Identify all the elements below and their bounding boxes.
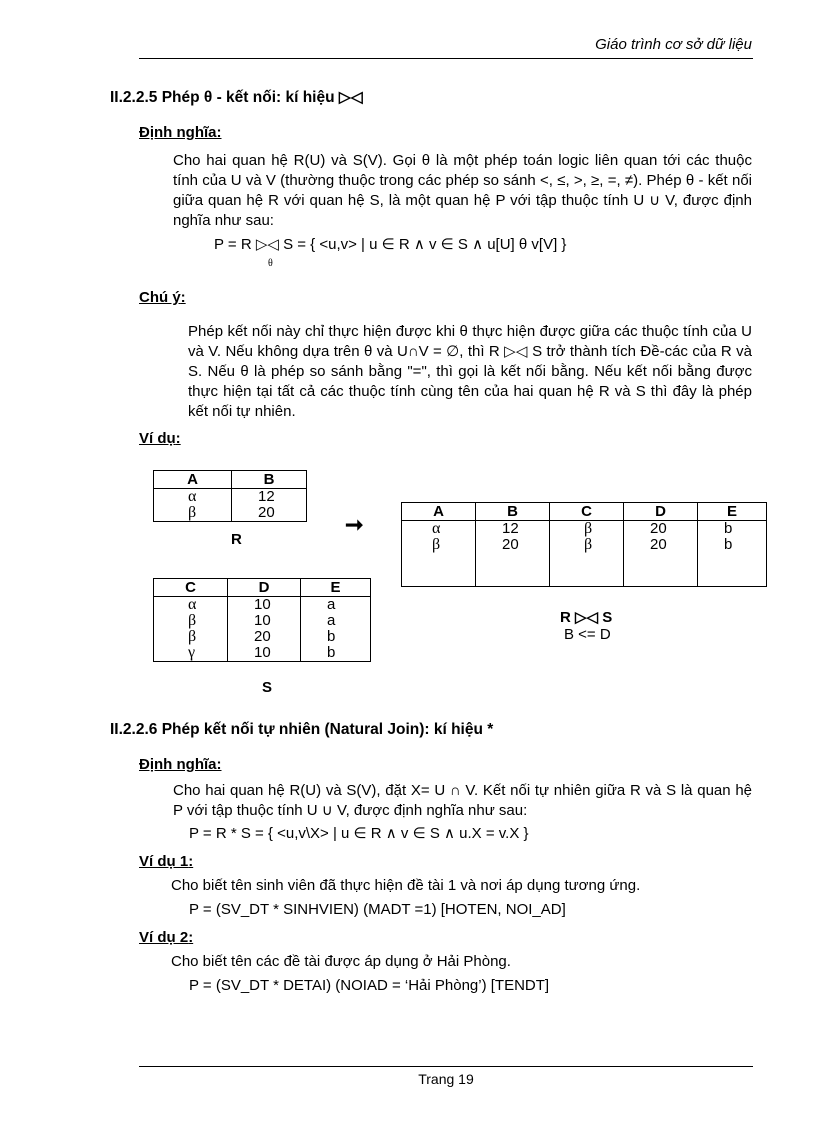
table-cell: 20	[624, 521, 698, 538]
definition-text: Cho hai quan hệ R(U) và S(V). Gọi θ là một phép toán logic liên quan tới các thuộc tính của U và V (thường thuộc trong các phép so sánh <, ≤, >, ≥, =, ≠). Phép θ - kết nối giữa quan hệ R với quan hệ S, là một quan hệ P với tập thuộc tính U ∪ V, được định nghĩa như sau:	[173, 152, 752, 229]
table-cell: b	[301, 629, 371, 645]
section-title-natural-join: II.2.2.6 Phép kết nối tự nhiên (Natural Join): kí hiệu *	[110, 721, 494, 738]
table-row	[154, 505, 307, 522]
table-row	[154, 613, 371, 629]
table-row	[154, 489, 307, 506]
table-cell: β	[154, 629, 228, 645]
table-header: A	[154, 471, 232, 489]
relation-r-table	[153, 470, 307, 522]
definition-text-2: Cho hai quan hệ R(U) và S(V), đặt X= U ∩ V. Kết nối tự nhiên giữa R và S là quan hệ P với tập thuộc tính U ∪ V, được định nghĩa như sau:	[173, 782, 752, 819]
example-label: Ví dụ:	[139, 430, 181, 447]
running-header: Giáo trình cơ sở dữ liệu	[595, 36, 752, 53]
table-header: D	[624, 503, 698, 521]
table-header: C	[154, 579, 228, 597]
note-label: Chú ý:	[139, 289, 186, 306]
natural-join-formula: P = R * S = { <u,v\X> | u ∈ R ∧ v ∈ S ∧ u.X = v.X }	[189, 825, 529, 842]
result-label: R ▷◁ S	[560, 609, 613, 626]
table-cell: b	[698, 521, 767, 538]
table-row	[154, 629, 371, 645]
result-condition: B <= D	[564, 626, 611, 643]
table-cell: 20	[476, 537, 550, 553]
table-cell: a	[301, 613, 371, 629]
table-cell: β	[154, 613, 228, 629]
example-1-label: Ví dụ 1:	[139, 853, 194, 870]
table-cell: 10	[228, 645, 301, 662]
table-header: B	[476, 503, 550, 521]
table-row	[402, 521, 767, 538]
result-table	[401, 502, 767, 587]
table-header: E	[301, 579, 371, 597]
section-title-theta-join: II.2.2.5 Phép θ - kết nối: kí hiệu ▷◁	[110, 89, 363, 106]
table-cell: b	[301, 645, 371, 662]
table-row	[402, 553, 767, 587]
table-cell: α	[402, 521, 476, 538]
table-cell: α	[154, 489, 232, 506]
table-cell: β	[402, 537, 476, 553]
table-header: E	[698, 503, 767, 521]
table-cell: γ	[154, 645, 228, 662]
table-header: B	[232, 471, 307, 489]
table-cell: α	[154, 597, 228, 614]
page-number: Trang 19	[418, 1071, 474, 1087]
table-row	[154, 597, 371, 614]
arrow-right-icon: ➞	[345, 512, 364, 537]
note-text: Phép kết nối này chỉ thực hiện được khi θ thực hiện được giữa các thuộc tính của U và V. Nếu không dựa trên θ và U∩V = ∅, thì R ▷◁ S trở thành tích Đề-các của R và S. Nếu θ là phép so sánh bằng "=", thì gọi là kết nối bằng. Nếu kết nối bằng được thực hiện tại tất cả các thuộc tính cùng tên của hai quan hệ R và S thì đây là phép kết nối tự nhiên.	[188, 323, 752, 420]
table-cell: β	[550, 521, 624, 538]
header-rule	[139, 58, 753, 59]
table-header: A	[402, 503, 476, 521]
table-row	[154, 645, 371, 662]
formula-theta-subscript: θ	[268, 258, 273, 269]
table-header: D	[228, 579, 301, 597]
table-cell: 10	[228, 597, 301, 614]
relation-s-label: S	[262, 679, 273, 696]
table-cell: β	[550, 537, 624, 553]
example-2-label: Ví dụ 2:	[139, 929, 194, 946]
relation-r-label: R	[231, 531, 242, 548]
theta-join-formula: P = R ▷◁ S = { <u,v> | u ∈ R ∧ v ∈ S ∧ u[U] θ v[V] }	[214, 236, 567, 253]
table-cell: 20	[232, 505, 307, 522]
example-2-formula: P = (SV_DT * DETAI) (NOIAD = ‘Hải Phòng’) [TENDT]	[189, 977, 550, 994]
definition-label: Định nghĩa:	[139, 124, 222, 141]
table-cell: 20	[228, 629, 301, 645]
example-1-text: Cho biết tên sinh viên đã thực hiện đề tài 1 và nơi áp dụng tương ứng.	[171, 877, 641, 894]
table-row	[402, 537, 767, 553]
example-2-text: Cho biết tên các đề tài được áp dụng ở Hải Phòng.	[171, 953, 511, 970]
table-cell: 12	[232, 489, 307, 506]
table-cell: 12	[476, 521, 550, 538]
table-header: C	[550, 503, 624, 521]
table-cell: 10	[228, 613, 301, 629]
table-cell: 20	[624, 537, 698, 553]
footer-rule	[139, 1066, 753, 1067]
table-cell: b	[698, 537, 767, 553]
table-cell: a	[301, 597, 371, 614]
example-1-formula: P = (SV_DT * SINHVIEN) (MADT =1) [HOTEN, NOI_AD]	[189, 901, 566, 918]
relation-s-table	[153, 578, 371, 662]
definition-label-2: Định nghĩa:	[139, 756, 222, 773]
table-cell: β	[154, 505, 232, 522]
